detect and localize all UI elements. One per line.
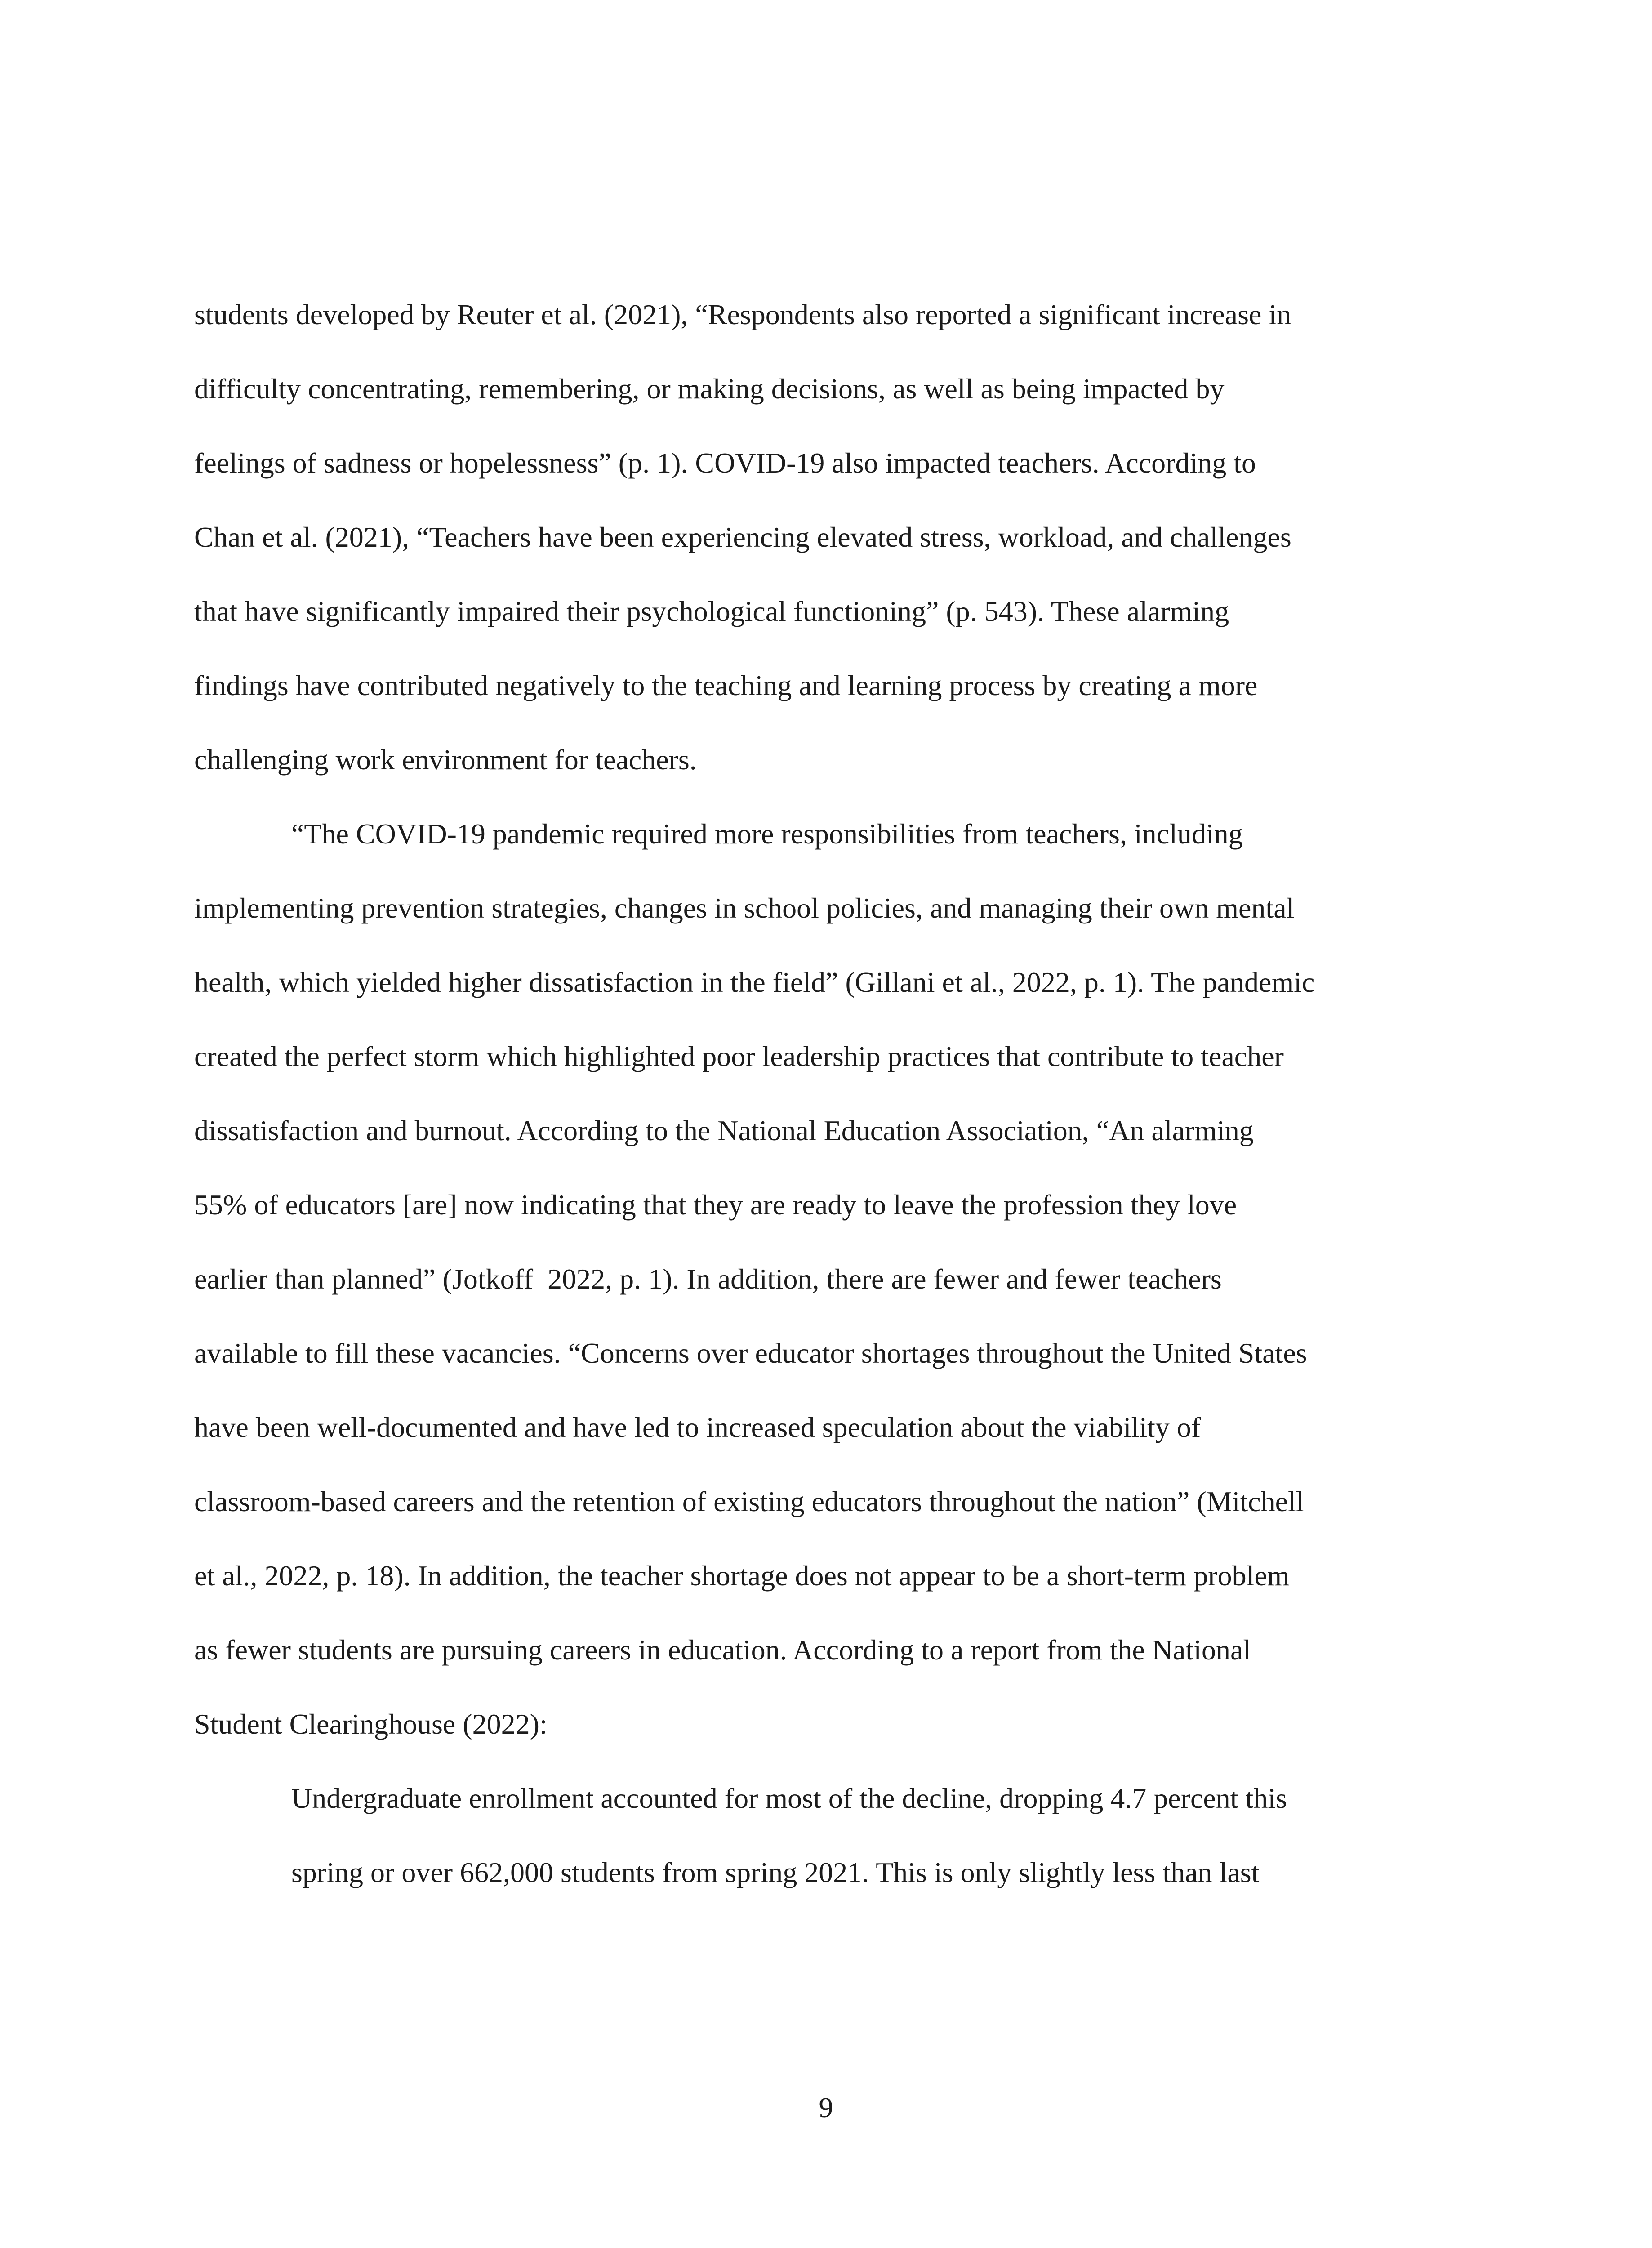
paragraph-2-line-11: et al., 2022, p. 18). In addition, the teacher shortage does not appear to be a short-term problem bbox=[194, 1560, 1290, 1592]
paragraph-2-line-8: available to fill these vacancies. “Concerns over educator shortages throughout the United States bbox=[194, 1337, 1307, 1369]
paragraph-2-line-2: implementing prevention strategies, changes in school policies, and managing their own mental bbox=[194, 892, 1295, 924]
paragraph-1-line-1: students developed by Reuter et al. (2021), “Respondents also reported a significant increase in bbox=[194, 299, 1291, 330]
page-number: 9 bbox=[819, 2092, 833, 2123]
paragraph-2-line-4: created the perfect storm which highlighted poor leadership practices that contribute to teacher bbox=[194, 1040, 1284, 1072]
paragraph-1-line-7: challenging work environment for teachers. bbox=[194, 744, 697, 776]
paragraph-2-line-6: 55% of educators [are] now indicating that they are ready to leave the profession they love bbox=[194, 1189, 1237, 1221]
block-quote-line-2: spring or over 662,000 students from spring 2021. This is only slightly less than last bbox=[291, 1856, 1260, 1888]
paragraph-1-line-2: difficulty concentrating, remembering, or making decisions, as well as being impacted by bbox=[194, 373, 1225, 405]
paragraph-1-line-3: feelings of sadness or hopelessness” (p. 1). COVID-19 also impacted teachers. According to bbox=[194, 447, 1256, 479]
paragraph-2-line-7: earlier than planned” (Jotkoff 2022, p. 1). In addition, there are fewer and fewer teachers bbox=[194, 1263, 1222, 1295]
paragraph-1-line-4: Chan et al. (2021), “Teachers have been experiencing elevated stress, workload, and challenges bbox=[194, 521, 1291, 553]
paragraph-1-line-5: that have significantly impaired their psychological functioning” (p. 543). These alarming bbox=[194, 595, 1229, 627]
paragraph-2-line-3: health, which yielded higher dissatisfaction in the field” (Gillani et al., 2022, p. 1). The pandemic bbox=[194, 966, 1315, 998]
paragraph-2-line-1: “The COVID-19 pandemic required more responsibilities from teachers, including bbox=[291, 818, 1243, 850]
paragraph-2-line-5: dissatisfaction and burnout. According to the National Education Association, “An alarming bbox=[194, 1115, 1254, 1146]
paragraph-1-line-6: findings have contributed negatively to the teaching and learning process by creating a more bbox=[194, 669, 1258, 701]
paragraph-2-line-10: classroom-based careers and the retention of existing educators throughout the nation” (Mitchell bbox=[194, 1485, 1304, 1517]
paragraph-2-line-9: have been well-documented and have led to increased speculation about the viability of bbox=[194, 1411, 1201, 1443]
paragraph-2-line-12: as fewer students are pursuing careers in education. According to a report from the National bbox=[194, 1634, 1251, 1666]
block-quote-line-1: Undergraduate enrollment accounted for most of the decline, dropping 4.7 percent this bbox=[291, 1782, 1287, 1814]
paragraph-2-line-13: Student Clearinghouse (2022): bbox=[194, 1708, 548, 1740]
